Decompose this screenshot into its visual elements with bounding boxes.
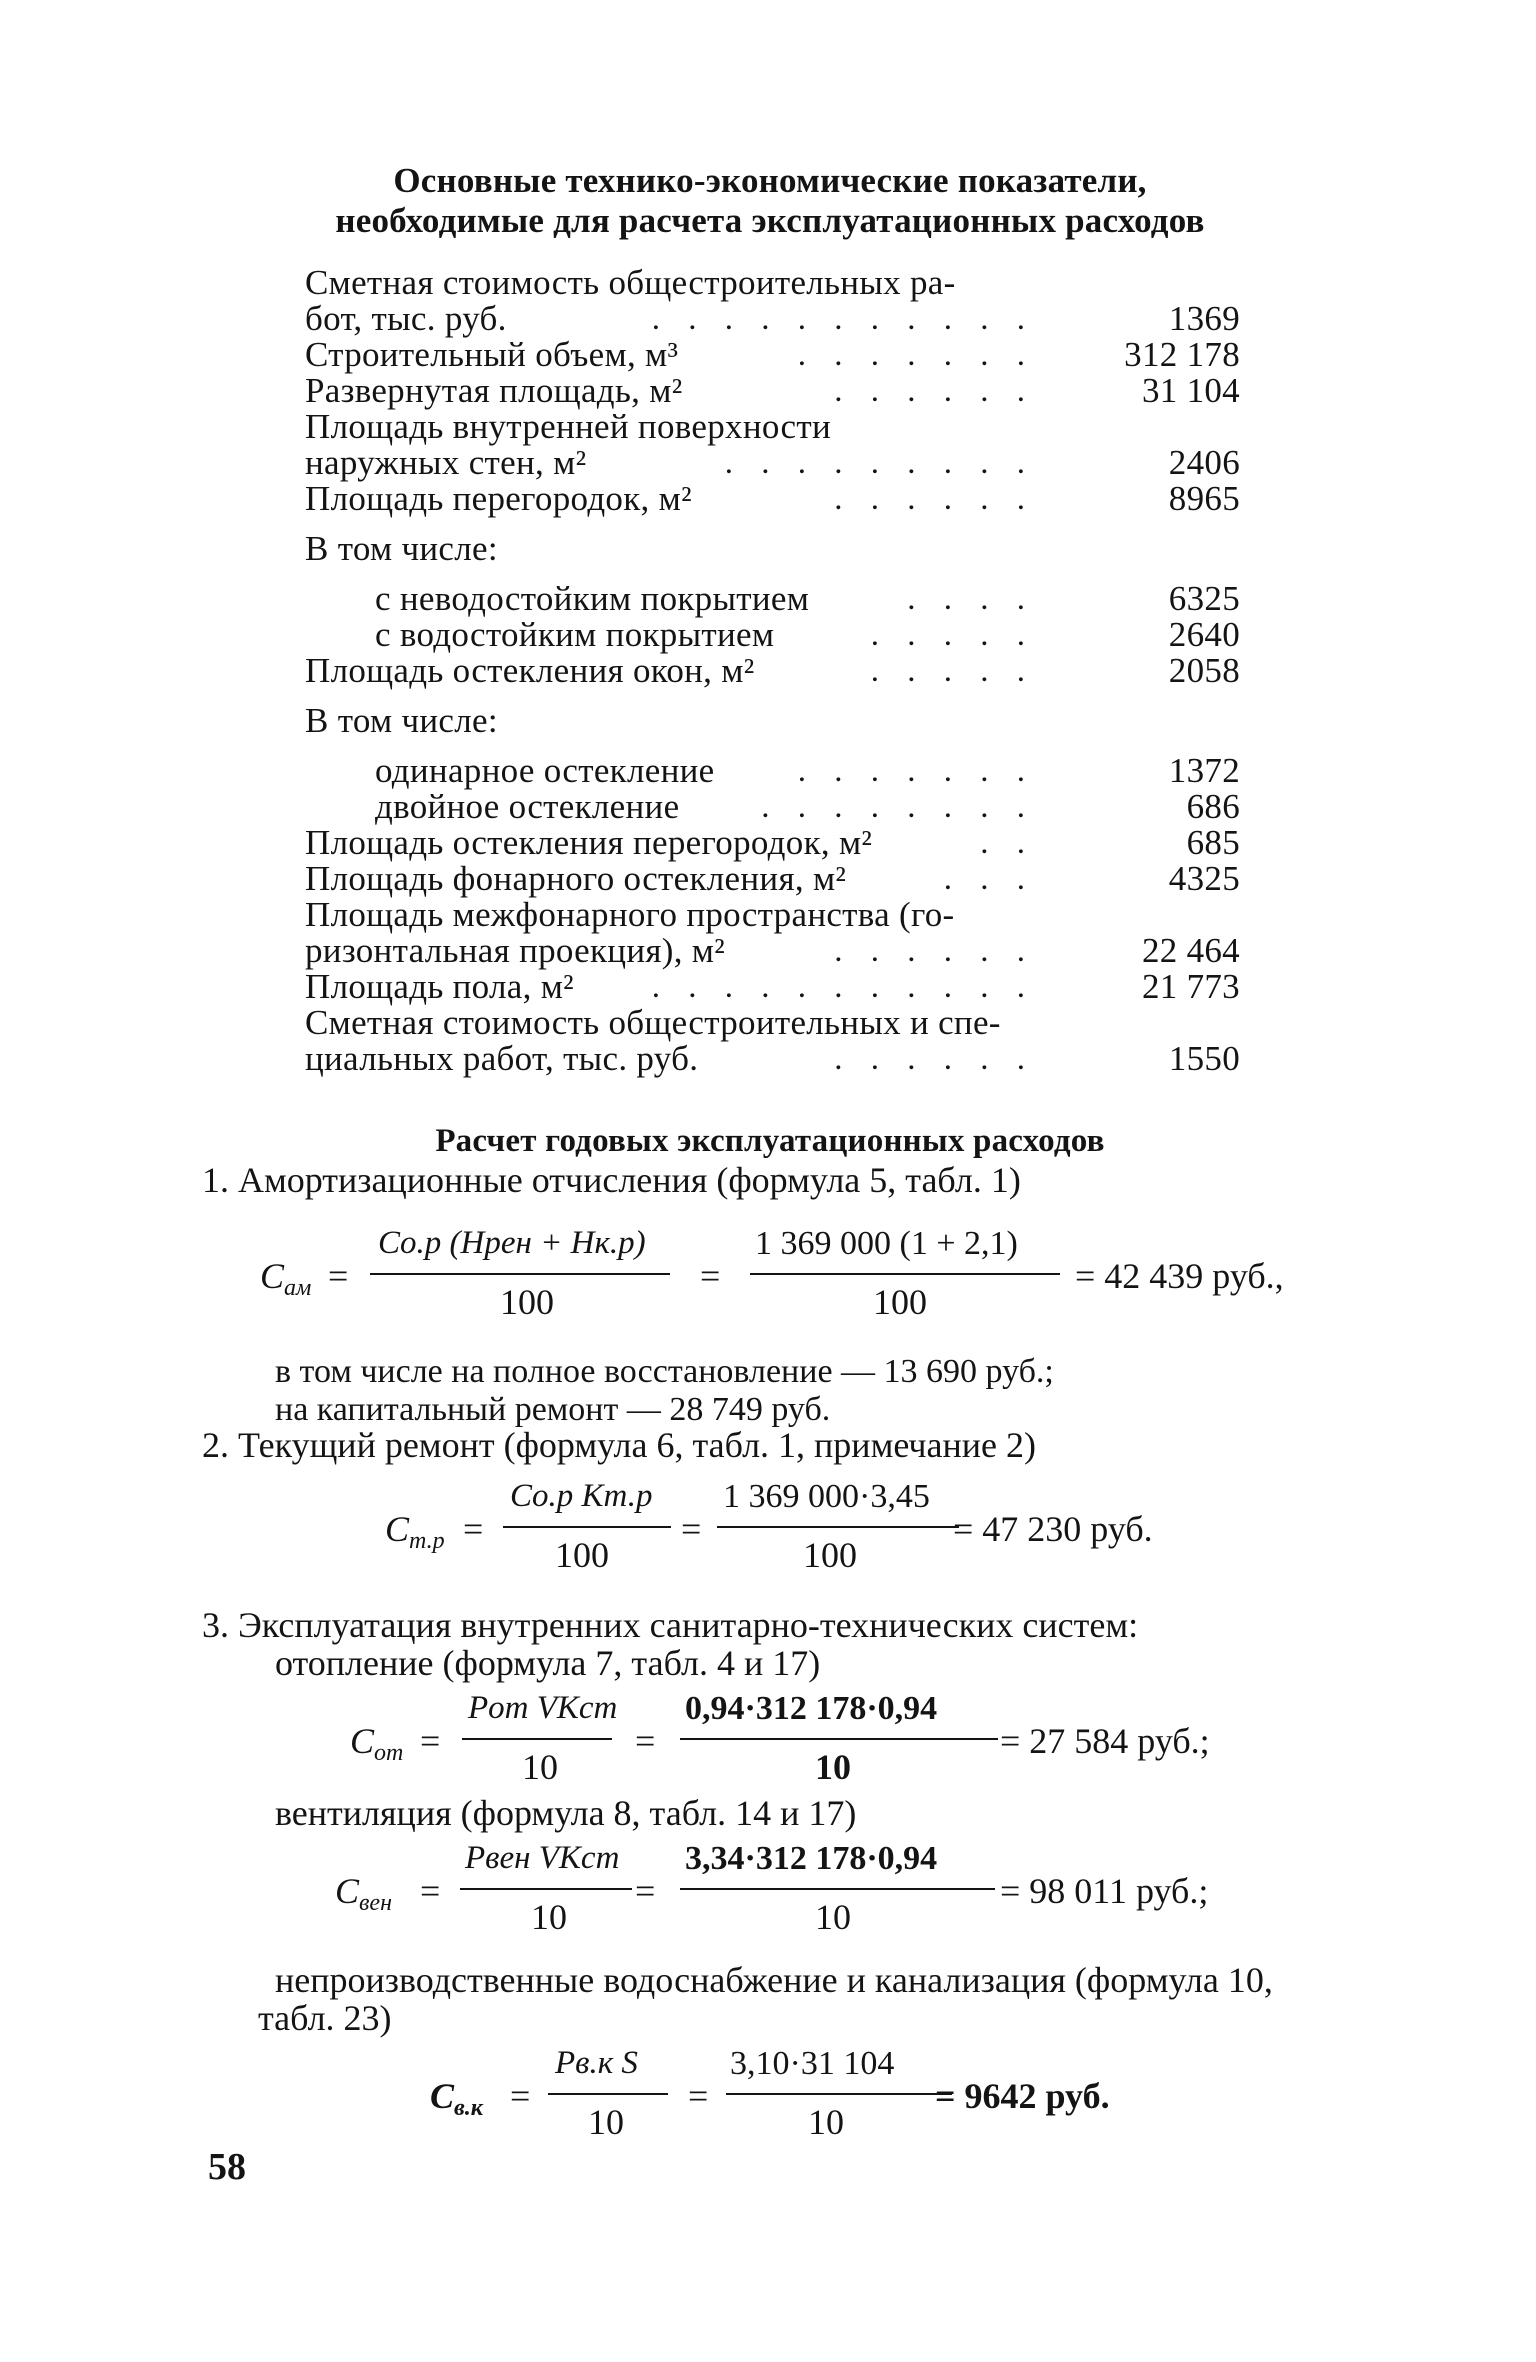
formula-amortization: Cам = Cо.р (Hрен + Hк.р) 100 = 1 369 000 (1 + 2,1) 100 = 42 439 руб., <box>260 1225 1284 1322</box>
indicators-table <box>305 265 1240 1077</box>
indicator-row <box>305 581 1240 617</box>
formula-water-sewage: Cв.к = Pв.к S 10 = 3,10·31 104 10 = 9642 руб. <box>430 2045 1110 2142</box>
indicator-label: Площадь остекления окон, м² <box>305 651 755 690</box>
formula-denominator: 10 <box>531 1897 567 1937</box>
indicator-value: 1369 <box>1168 299 1240 338</box>
indicator-row <box>305 969 1240 1005</box>
indicator-row <box>305 1041 1240 1077</box>
indicator-row <box>305 703 1240 739</box>
indicator-row <box>305 337 1240 373</box>
indicator-row <box>305 753 1240 789</box>
indicator-label: Площадь остекления перегородок, м² <box>305 823 873 862</box>
indicator-value: 2640 <box>1168 615 1240 654</box>
indicator-label: Площадь пола, м² <box>305 967 574 1006</box>
indicator-label: Строительный объем, м³ <box>305 335 679 374</box>
formula-lhs: Cам <box>260 1256 312 1301</box>
indicator-value: 686 <box>1186 787 1240 826</box>
indicator-row <box>305 409 1240 445</box>
formula-lhs: Cот <box>350 1721 404 1766</box>
indicator-label: Развернутая площадь, м² <box>305 371 683 410</box>
leader-dots: . . . . . . . . . . . <box>651 969 1035 1005</box>
formula-denominator: 100 <box>873 1282 927 1322</box>
water-title-line1: непроизводственные водоснабжение и канализация (формула 10, <box>275 1960 1273 2000</box>
indicator-row <box>305 825 1240 861</box>
formula-denominator: 100 <box>803 1535 857 1575</box>
formula-heating: Cот = Pот VKст 10 = 0,94·312 178·0,94 10 = 27 584 руб.; <box>350 1690 1210 1787</box>
formula-result: = 98 011 руб.; <box>1000 1871 1209 1911</box>
indicator-row <box>305 265 1240 301</box>
formula-ventilation: Cвен = Pвен VKст 10 = 3,34·312 178·0,94 10 = 98 011 руб.; <box>335 1840 1209 1937</box>
indicator-label: В том числе: <box>305 529 498 568</box>
indicator-value: 2058 <box>1168 651 1240 690</box>
indicator-label: двойное остекление <box>375 787 680 826</box>
heating-title: отопление (формула 7, табл. 4 и 17) <box>275 1643 821 1683</box>
indicator-value: 4325 <box>1168 859 1240 898</box>
indicator-label: Площадь перегородок, м² <box>305 479 692 518</box>
indicator-row <box>305 481 1240 517</box>
formula-lhs: Cвен <box>335 1871 392 1916</box>
indicator-label: циальных работ, тыс. руб. <box>305 1039 699 1078</box>
leader-dots: . . <box>980 825 1035 861</box>
indicator-value: 31 104 <box>1141 371 1240 410</box>
formula-denominator: 10 <box>522 1747 558 1787</box>
indicator-row <box>305 789 1240 825</box>
leader-dots: . . . . . . . <box>797 337 1035 373</box>
formula-numerator-symbolic: Cо.р Kт.р <box>510 1478 653 1514</box>
leader-dots: . . . . . <box>870 617 1035 653</box>
indicator-value: 1372 <box>1168 751 1240 790</box>
indicator-row <box>305 373 1240 409</box>
leader-dots: . . . . . . <box>834 933 1035 969</box>
indicator-label: ризонтальная проекция), м² <box>305 931 726 970</box>
indicator-row <box>305 861 1240 897</box>
formula-numerator-numeric: 1 369 000 (1 + 2,1) <box>755 1225 1018 1262</box>
formula-lhs: Cв.к <box>430 2076 483 2121</box>
indicator-row <box>305 445 1240 481</box>
ventilation-title: вентиляция (формула 8, табл. 14 и 17) <box>275 1793 857 1833</box>
indicator-value: 312 178 <box>1124 335 1240 374</box>
indicator-row <box>305 617 1240 653</box>
indicator-label: с неводостойким покрытием <box>375 579 810 618</box>
formula-numerator-numeric: 1 369 000·3,45 <box>723 1478 930 1515</box>
formula-result: = 27 584 руб.; <box>1000 1721 1210 1761</box>
indicator-label: с водостойким покрытием <box>375 615 775 654</box>
indicator-value: 6325 <box>1168 579 1240 618</box>
formula-denominator: 100 <box>555 1535 609 1575</box>
leader-dots: . . . . . . . . . . . <box>651 301 1035 337</box>
indicator-row <box>305 1005 1240 1041</box>
heading-line-1: Основные технико-экономические показатели, <box>393 161 1147 200</box>
leader-dots: . . . . . . . <box>797 753 1035 789</box>
page-number: 58 <box>208 2146 246 2188</box>
indicator-row <box>305 897 1240 933</box>
indicator-row <box>305 531 1240 567</box>
indicator-value: 21 773 <box>1141 967 1240 1006</box>
formula-denominator: 10 <box>815 1897 851 1937</box>
formula-numerator-numeric: 3,34·312 178·0,94 <box>685 1840 938 1877</box>
leader-dots: . . . . . . <box>834 1041 1035 1077</box>
indicator-row <box>305 933 1240 969</box>
item1-note1: в том числе на полное восстановление — 13 690 руб.; <box>275 1353 1054 1390</box>
leader-dots: . . . . . . <box>834 373 1035 409</box>
leader-dots: . . . . . . <box>834 481 1035 517</box>
indicator-label: одинарное остекление <box>375 751 715 790</box>
formula-denominator: 100 <box>500 1282 554 1322</box>
formula-denominator: 10 <box>808 2102 844 2142</box>
leader-dots: . . . . . . . . <box>761 789 1035 825</box>
indicator-label: бот, тыс. руб. <box>305 299 507 338</box>
indicator-label: Площадь внутренней поверхности <box>305 407 831 446</box>
item1-title: 1. Амортизационные отчисления (формула 5, табл. 1) <box>202 1160 1021 1200</box>
leader-dots: . . . <box>943 861 1035 897</box>
indicator-label: В том числе: <box>305 701 498 740</box>
indicator-label: Площадь межфонарного пространства (го- <box>305 895 955 934</box>
indicator-value: 2406 <box>1168 443 1240 482</box>
leader-dots: . . . . . . . . . <box>724 445 1035 481</box>
leader-dots: . . . . . <box>870 653 1035 689</box>
formula-current-repair: Cт.р = Cо.р Kт.р 100 = 1 369 000·3,45 100 = 47 230 руб. <box>385 1478 1153 1575</box>
indicator-value: 8965 <box>1168 479 1240 518</box>
leader-dots: . . . . <box>907 581 1035 617</box>
indicator-value: 22 464 <box>1141 931 1240 970</box>
item2-title: 2. Текущий ремонт (формула 6, табл. 1, примечание 2) <box>202 1425 1037 1465</box>
formula-numerator-numeric: 3,10·31 104 <box>730 2045 895 2082</box>
indicator-label: Площадь фонарного остекления, м² <box>305 859 847 898</box>
indicator-row <box>305 653 1240 689</box>
formula-numerator-symbolic: Cо.р (Hрен + Hк.р) <box>378 1225 646 1261</box>
item1-note2: на капитальный ремонт — 28 749 руб. <box>275 1391 831 1428</box>
formula-result: = 42 439 руб., <box>1075 1256 1284 1296</box>
formula-result: = 9642 руб. <box>935 2076 1110 2116</box>
formula-numerator-numeric: 0,94·312 178·0,94 <box>685 1690 938 1727</box>
heading-line-2: необходимые для расчета эксплуатационных расходов <box>335 201 1205 240</box>
calc-title: Расчет годовых эксплуатационных расходов <box>435 1123 1105 1159</box>
indicator-label: Сметная стоимость общестроительных ра- <box>305 263 956 302</box>
indicator-label: Сметная стоимость общестроительных и спе- <box>305 1003 1001 1042</box>
formula-numerator-symbolic: Pвен VKст <box>465 1840 620 1876</box>
formula-denominator: 10 <box>815 1747 851 1787</box>
formula-lhs: Cт.р <box>385 1509 445 1554</box>
indicator-value: 685 <box>1186 823 1240 862</box>
formula-numerator-symbolic: Pв.к S <box>555 2045 638 2081</box>
water-title-line2: табл. 23) <box>258 1998 392 2038</box>
formula-denominator: 10 <box>588 2102 624 2142</box>
item3-title: 3. Эксплуатация внутренних санитарно-технических систем: <box>202 1605 1139 1645</box>
indicator-label: наружных стен, м² <box>305 443 587 482</box>
formula-result: = 47 230 руб. <box>953 1509 1153 1549</box>
formula-numerator-symbolic: Pот VKст <box>468 1690 618 1726</box>
indicator-value: 1550 <box>1168 1039 1240 1078</box>
indicator-row <box>305 301 1240 337</box>
